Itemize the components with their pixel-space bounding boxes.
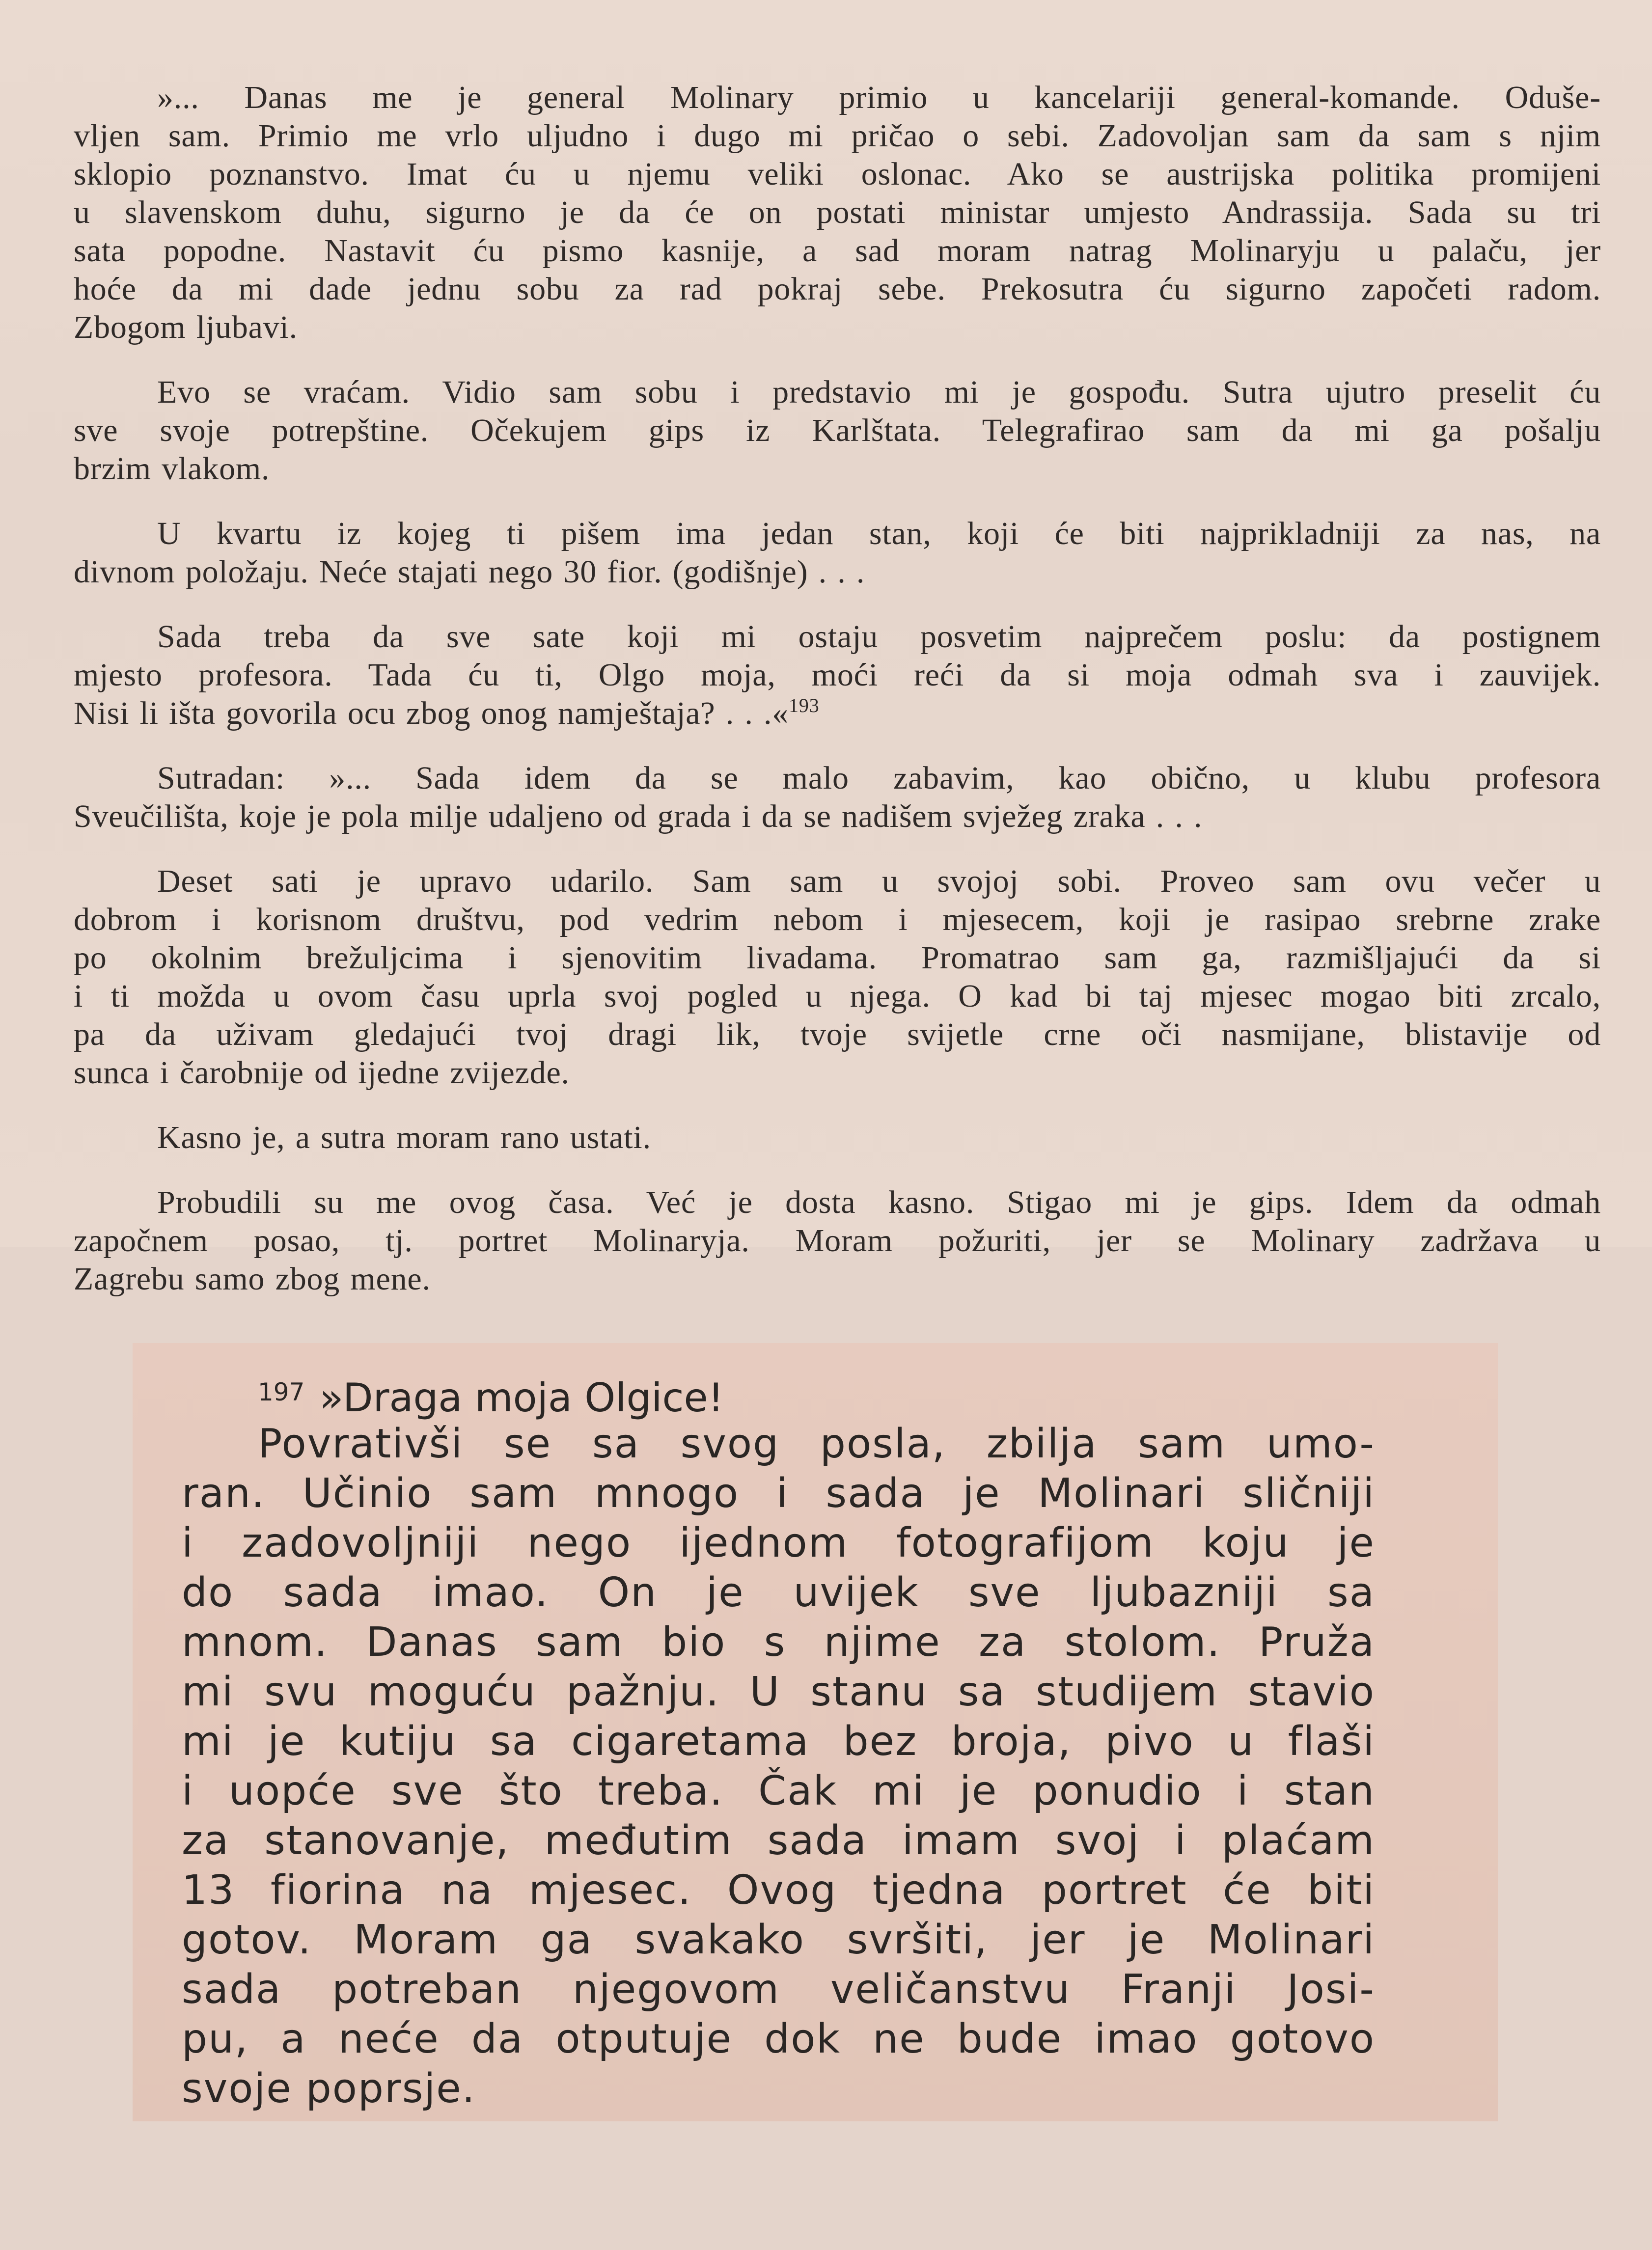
letter-line: pu, a neće da otputuje dok ne bude imao gotovo — [182, 2016, 1375, 2062]
book-text-block — [74, 79, 1601, 1298]
text-line: brzim vlakom. — [74, 451, 270, 487]
text-line: Sada treba da sve sate koji mi ostaju posvetim najprečem poslu: da postignem — [157, 619, 1601, 655]
text-line — [74, 694, 1601, 733]
letter-line: i zadovoljniji nego ijednom fotografijom koju je — [182, 1520, 1375, 1566]
letter-line: i uopće sve što treba. Čak mi je ponudio i stan — [182, 1768, 1375, 1814]
letter-line: Povrativši se sa svog posla, zbilja sam umo- — [258, 1421, 1375, 1467]
paragraph — [74, 1119, 1601, 1157]
paragraph — [74, 79, 1601, 347]
text-line: sunca i čarobnije od ijedne zvijezde. — [74, 1055, 570, 1091]
text-line: U kvartu iz kojeg ti pišem ima jedan stan, koji će biti najprikladniji za nas, na — [157, 516, 1601, 551]
footnote-number: 197 — [258, 1378, 305, 1406]
letter-line: do sada imao. On je uvijek sve ljubazniji sa — [182, 1569, 1375, 1616]
text-line: u slavenskom duhu, sigurno je da će on postati ministar umjesto Andrassija. Sada su tri — [74, 194, 1601, 230]
letter-line: mi je kutiju sa cigaretama bez broja, pivo u flaši — [182, 1718, 1375, 1765]
text-line: pa da uživam gledajući tvoj dragi lik, tvoje svijetle crne oči nasmijane, blistavije od — [74, 1016, 1601, 1052]
paragraph — [74, 759, 1601, 836]
letter-excerpt-clip — [133, 1343, 1498, 2121]
text-line: mjesto profesora. Tada ću ti, Olgo moja, moći reći da si moja odmah sva i zauvijek. — [74, 657, 1601, 693]
text-line: po okolnim brežuljcima i sjenovitim livadama. Promatrao sam ga, razmišljajući da si — [74, 940, 1601, 976]
text-line: sklopio poznanstvo. Imat ću u njemu veliki oslonac. Ako se austrijska politika promijeni — [74, 156, 1601, 192]
letter-line: gotov. Moram ga svakako svršiti, jer je Molinari — [182, 1917, 1375, 1963]
letter-body — [182, 1419, 1375, 2113]
text-line: Sveučilišta, koje je pola milje udaljeno od grada i da se nadišem svježeg zraka . . . — [74, 798, 1203, 834]
letter-line: svoje poprsje. — [182, 2065, 476, 2112]
text-line: divnom položaju. Neće stajati nego 30 fior. (godišnje) . . . — [74, 554, 865, 590]
paragraph — [74, 862, 1601, 1092]
text-line: Zagrebu samo zbog mene. — [74, 1261, 431, 1297]
text-line: Kasno je, a sutra moram rano ustati. — [157, 1120, 651, 1155]
paragraph — [74, 618, 1601, 733]
text-line-content: Nisi li išta govorila ocu zbog onog namještaja? . . .« — [74, 695, 789, 731]
text-line: Evo se vraćam. Vidio sam sobu i predstavio mi je gospođu. Sutra ujutro preselit ću — [157, 374, 1601, 410]
letter-salutation — [258, 1363, 724, 1427]
letter-line: mi svu moguću pažnju. U stanu sa studijem stavio — [182, 1669, 1375, 1715]
text-line: i ti možda u ovom času uprla svoj pogled u njega. O kad bi taj mjesec mogao biti zrcalo, — [74, 978, 1601, 1014]
text-line: dobrom i korisnom društvu, pod vedrim nebom i mjesecem, koji je rasipao srebrne zrake — [74, 902, 1601, 937]
letter-line: mnom. Danas sam bio s njime za stolom. Pruža — [182, 1619, 1375, 1666]
text-line: sata popodne. Nastavit ću pismo kasnije, a sad moram natrag Molinaryju u palaču, jer — [74, 233, 1601, 269]
letter-line: za stanovanje, međutim sada imam svoj i plaćam — [182, 1817, 1375, 1864]
letter-line: ran. Učinio sam mnogo i sada je Molinari sličniji — [182, 1470, 1375, 1517]
text-line: Sutradan: »... Sada idem da se malo zabavim, kao obično, u klubu profesora — [157, 760, 1601, 796]
paragraph — [74, 515, 1601, 591]
letter-line: 13 fiorina na mjesec. Ovog tjedna portret će biti — [182, 1867, 1375, 1914]
letter-line: sada potreban njegovom veličanstvu Franji Josi- — [182, 1966, 1375, 2013]
paragraph — [74, 1183, 1601, 1298]
text-line: Probudili su me ovog časa. Već je dosta kasno. Stigao mi je gips. Idem da odmah — [157, 1184, 1601, 1220]
salutation-text: »Draga moja Olgice! — [319, 1375, 724, 1421]
text-line: »... Danas me je general Molinary primio u kancelariji general-komande. Oduše- — [157, 80, 1601, 115]
text-line: Zbogom ljubavi. — [74, 309, 298, 345]
footnote-reference: 193 — [789, 694, 820, 716]
paragraph — [74, 373, 1601, 488]
text-line: Deset sati je upravo udarilo. Sam sam u svojoj sobi. Proveo sam ovu večer u — [157, 863, 1601, 899]
text-line: započnem posao, tj. portret Molinaryja. Moram požuriti, jer se Molinary zadržava u — [74, 1223, 1601, 1259]
text-line: vljen sam. Primio me vrlo uljudno i dugo mi pričao o sebi. Zadovoljan sam da sam s njim — [74, 118, 1601, 154]
text-line: hoće da mi dade jednu sobu za rad pokraj sebe. Prekosutra ću sigurno započeti radom. — [74, 271, 1601, 307]
text-line: sve svoje potrepštine. Očekujem gips iz Karlštata. Telegrafirao sam da mi ga pošalju — [74, 412, 1601, 448]
